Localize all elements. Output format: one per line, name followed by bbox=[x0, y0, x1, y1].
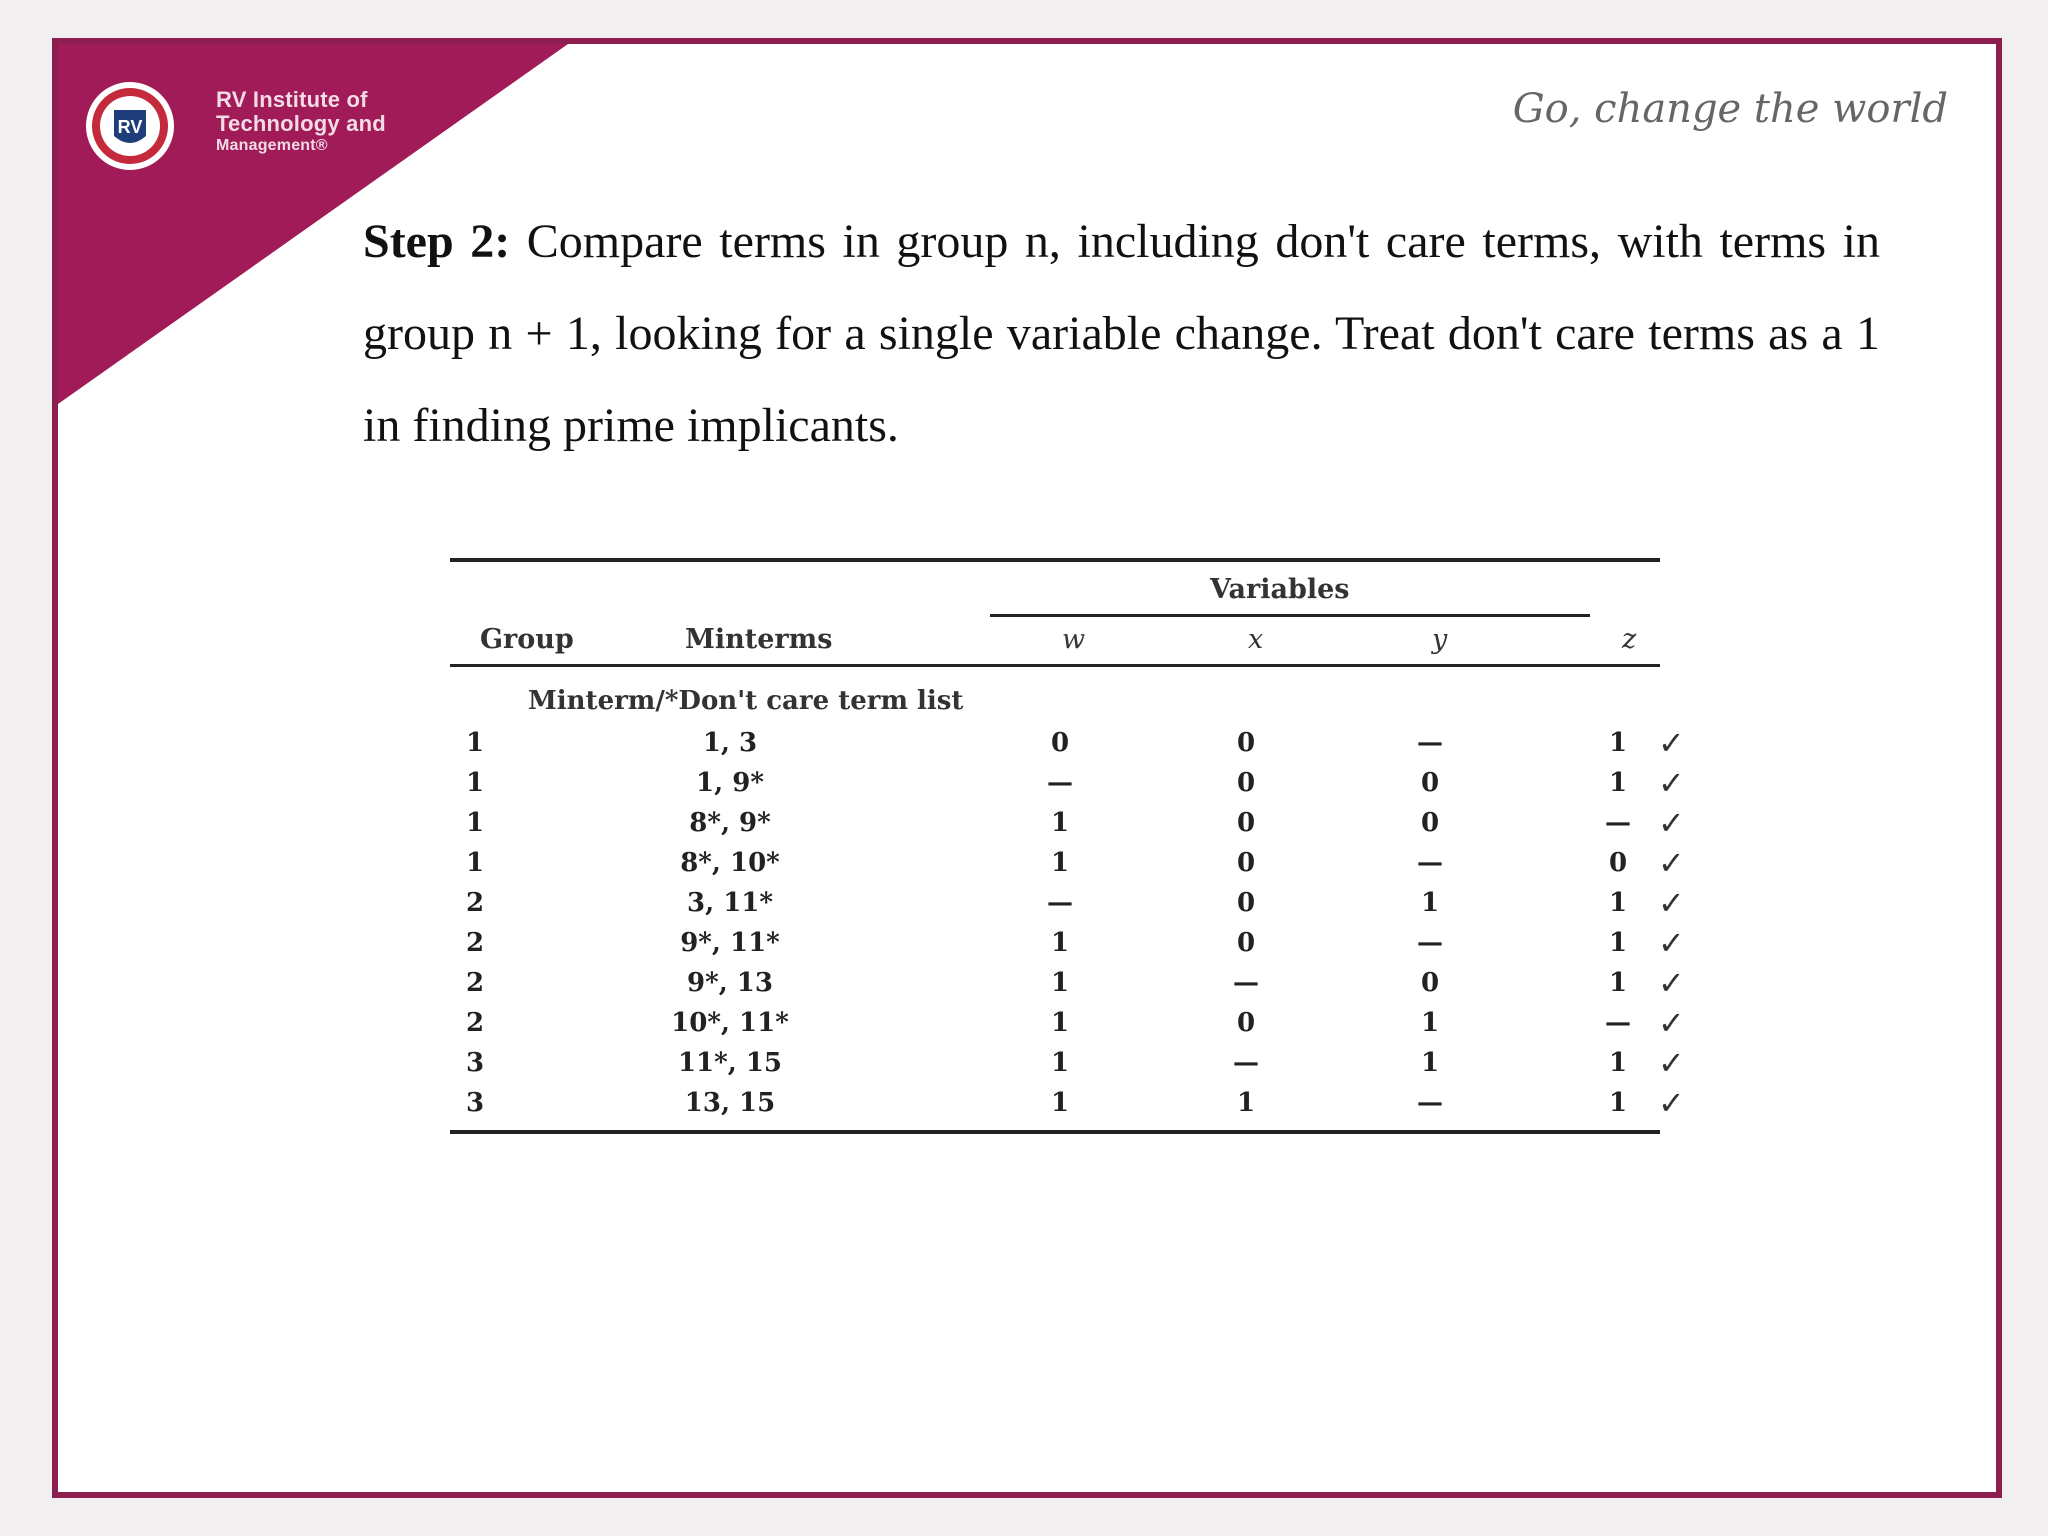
cell-w: 1 bbox=[1050, 928, 1070, 958]
cell-group: 1 bbox=[465, 768, 485, 798]
cell-group: 2 bbox=[465, 1008, 485, 1038]
check-mark-icon: ✓ bbox=[1658, 964, 1685, 1002]
check-mark-icon: ✓ bbox=[1658, 1084, 1685, 1122]
institute-logo-icon bbox=[84, 80, 176, 172]
cell-y: 0 bbox=[1420, 768, 1440, 798]
check-mark-icon: ✓ bbox=[1658, 884, 1685, 922]
check-mark-icon: ✓ bbox=[1658, 924, 1685, 962]
cell-z: — bbox=[1605, 1008, 1631, 1038]
col-minterms-header: Minterms bbox=[685, 624, 833, 655]
cell-x: 0 bbox=[1236, 1008, 1256, 1038]
col-w-header: w bbox=[1062, 624, 1086, 655]
cell-minterms: 11*, 15 bbox=[677, 1048, 783, 1078]
cell-group: 1 bbox=[465, 848, 485, 878]
table-top-rule bbox=[450, 558, 1660, 562]
cell-minterms: 9*, 11* bbox=[680, 928, 780, 958]
cell-z: 1 bbox=[1608, 928, 1628, 958]
cell-y: — bbox=[1417, 1088, 1443, 1118]
tagline: Go, change the world bbox=[1512, 86, 1948, 132]
step-text: Compare terms in group n, including don't care terms, with terms in group n + 1, looking for a single variable change. Treat don't care terms as a 1 in finding prime implicants. bbox=[363, 215, 1880, 452]
step-label: Step 2: bbox=[363, 215, 511, 268]
cell-w: — bbox=[1047, 888, 1073, 918]
cell-group: 3 bbox=[465, 1088, 485, 1118]
cell-x: 0 bbox=[1236, 768, 1256, 798]
cell-w: 1 bbox=[1050, 848, 1070, 878]
cell-minterms: 1, 9* bbox=[696, 768, 764, 798]
cell-z: 1 bbox=[1608, 968, 1628, 998]
cell-minterms: 9*, 13 bbox=[687, 968, 773, 998]
check-mark-icon: ✓ bbox=[1658, 1044, 1685, 1082]
cell-x: — bbox=[1233, 968, 1259, 998]
cell-y: 1 bbox=[1420, 1008, 1440, 1038]
header-bottom-rule bbox=[450, 664, 1660, 667]
institute-line-3: Management® bbox=[216, 137, 328, 154]
institute-line-1: RV Institute of bbox=[216, 87, 368, 112]
cell-minterms: 1, 3 bbox=[702, 728, 758, 758]
cell-y: 1 bbox=[1420, 888, 1440, 918]
cell-w: 1 bbox=[1050, 1088, 1070, 1118]
institute-line-2: Technology and bbox=[216, 111, 386, 136]
cell-group: 1 bbox=[465, 808, 485, 838]
cell-x: — bbox=[1233, 1048, 1259, 1078]
cell-minterms: 13, 15 bbox=[684, 1088, 776, 1118]
slide bbox=[52, 38, 2002, 1498]
cell-minterms: 8*, 9* bbox=[689, 808, 771, 838]
check-mark-icon: ✓ bbox=[1658, 764, 1685, 802]
table-subheader: Minterm/*Don't care term list bbox=[528, 686, 964, 716]
cell-w: 1 bbox=[1050, 808, 1070, 838]
institute-name bbox=[216, 88, 386, 156]
variables-underline bbox=[990, 614, 1590, 617]
cell-group: 2 bbox=[465, 888, 485, 918]
cell-x: 0 bbox=[1236, 888, 1256, 918]
check-mark-icon: ✓ bbox=[1658, 844, 1685, 882]
logo-text: RV bbox=[117, 117, 143, 137]
col-x-header: x bbox=[1248, 624, 1264, 655]
cell-z: 1 bbox=[1608, 728, 1628, 758]
cell-y: — bbox=[1417, 928, 1443, 958]
cell-w: 1 bbox=[1050, 1048, 1070, 1078]
cell-group: 3 bbox=[465, 1048, 485, 1078]
cell-w: 1 bbox=[1050, 1008, 1070, 1038]
check-mark-icon: ✓ bbox=[1658, 804, 1685, 842]
cell-y: — bbox=[1417, 848, 1443, 878]
cell-w: 0 bbox=[1050, 728, 1070, 758]
cell-x: 0 bbox=[1236, 928, 1256, 958]
cell-z: 1 bbox=[1608, 1088, 1628, 1118]
cell-w: 1 bbox=[1050, 968, 1070, 998]
cell-y: 1 bbox=[1420, 1048, 1440, 1078]
cell-x: 0 bbox=[1236, 728, 1256, 758]
variables-header: Variables bbox=[1210, 574, 1350, 605]
cell-y: 0 bbox=[1420, 968, 1440, 998]
cell-z: 1 bbox=[1608, 768, 1628, 798]
cell-w: — bbox=[1047, 768, 1073, 798]
cell-minterms: 8*, 10* bbox=[680, 848, 780, 878]
cell-minterms: 3, 11* bbox=[687, 888, 773, 918]
col-group-header: Group bbox=[480, 624, 574, 655]
cell-x: 1 bbox=[1236, 1088, 1256, 1118]
col-z-header: z bbox=[1622, 624, 1637, 655]
cell-z: 1 bbox=[1608, 1048, 1628, 1078]
step-paragraph bbox=[363, 196, 1880, 472]
table-bottom-rule bbox=[450, 1130, 1660, 1134]
check-mark-icon: ✓ bbox=[1658, 1004, 1685, 1042]
cell-y: — bbox=[1417, 728, 1443, 758]
col-y-header: y bbox=[1432, 624, 1448, 655]
cell-group: 2 bbox=[465, 968, 485, 998]
cell-z: 1 bbox=[1608, 888, 1628, 918]
cell-x: 0 bbox=[1236, 808, 1256, 838]
cell-x: 0 bbox=[1236, 848, 1256, 878]
cell-minterms: 10*, 11* bbox=[671, 1008, 789, 1038]
cell-group: 1 bbox=[465, 728, 485, 758]
cell-y: 0 bbox=[1420, 808, 1440, 838]
cell-group: 2 bbox=[465, 928, 485, 958]
cell-z: 0 bbox=[1608, 848, 1628, 878]
cell-z: — bbox=[1605, 808, 1631, 838]
check-mark-icon: ✓ bbox=[1658, 724, 1685, 762]
